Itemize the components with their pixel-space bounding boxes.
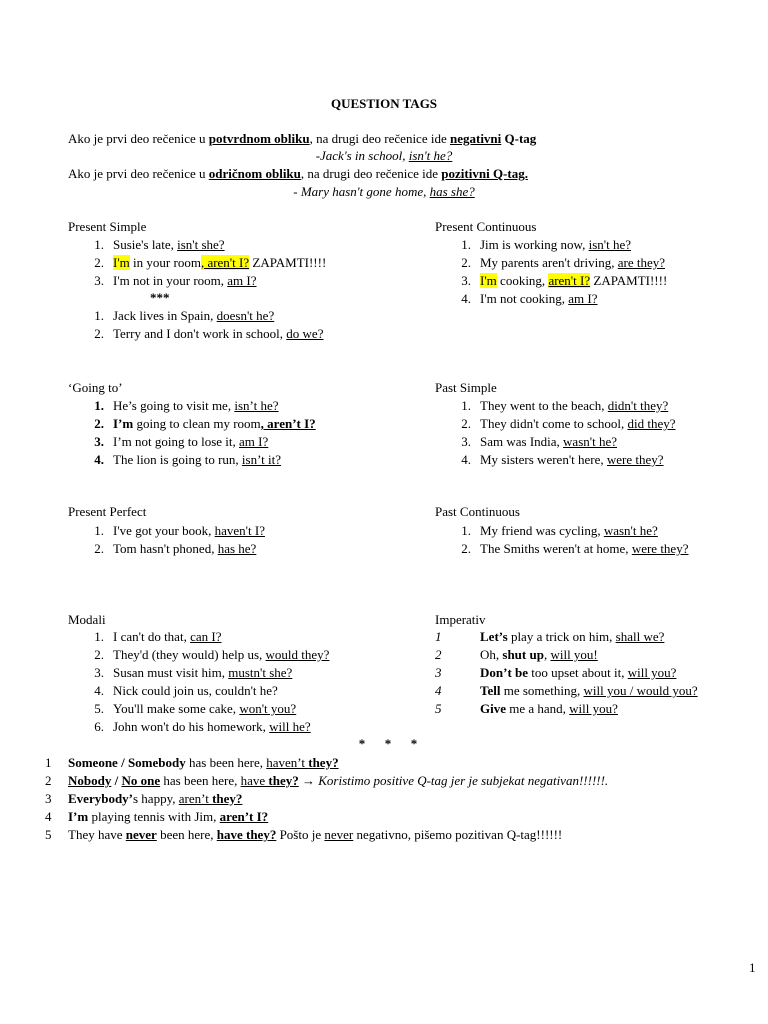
list-item-segment: negativno, pišemo pozitivan Q-tag!!!!!! xyxy=(353,827,563,842)
list-item-segment: cooking, xyxy=(496,273,549,288)
present-continuous-heading: Present Continuous xyxy=(435,219,537,234)
list-item-segment: ZAPAMTI!!!! xyxy=(590,273,668,288)
intro-rule-affirmative xyxy=(68,130,536,147)
list-item xyxy=(68,433,316,451)
list-item-segment: have xyxy=(240,773,269,788)
list-item-number: 1. xyxy=(461,398,471,413)
list-item-segment: ZAPAMTI!!!! xyxy=(249,255,327,270)
list-item xyxy=(68,307,323,325)
list-item-segment: The lion is going to run, xyxy=(113,452,242,467)
text-segment: Ako je prvi deo rečenice u xyxy=(68,131,209,146)
list-item-segment: They went to the beach, xyxy=(480,398,608,413)
text-segment: potvrdnom obliku xyxy=(208,131,310,146)
list-item-number: 4 xyxy=(45,809,52,824)
list-item-number: 4. xyxy=(461,291,471,306)
list-item-segment: You'll make some cake, xyxy=(113,701,240,716)
text-segment: negativni xyxy=(449,131,502,146)
list-item-segment: isn’t he? xyxy=(234,398,279,413)
list-item-segment: My friend was cycling, xyxy=(480,523,604,538)
text-segment: , na drugi deo rečenice ide xyxy=(300,166,442,181)
list-item-number: 4. xyxy=(94,683,104,698)
list-item-segment: did they? xyxy=(627,416,676,431)
list-item-segment: aren’t I? xyxy=(219,809,269,824)
list-item-segment: me something, xyxy=(500,683,584,698)
list-item-number: 1. xyxy=(461,523,471,538)
list-item-segment: going to clean my room xyxy=(133,416,261,431)
list-item xyxy=(68,718,329,736)
list-item-segment: isn’t it? xyxy=(241,452,282,467)
list-item-segment: won't you? xyxy=(239,701,297,716)
text-segment: Ako je prvi deo rečenice u xyxy=(68,166,209,181)
list-item-segment: Someone / Somebody xyxy=(68,755,186,770)
text-segment: has she? xyxy=(429,184,475,199)
list-item-number: 6. xyxy=(94,719,104,734)
imperativ-heading: Imperativ xyxy=(435,612,486,627)
past-continuous-list xyxy=(435,522,688,558)
list-item-segment: am I? xyxy=(568,291,598,306)
list-item-segment: has been here, xyxy=(185,755,267,770)
text-segment: Q-tag xyxy=(501,131,537,146)
list-item-segment: I can't do that, xyxy=(113,629,191,644)
list-item xyxy=(435,415,676,433)
list-item-segment: I'm not cooking, xyxy=(480,291,569,306)
list-item-segment: shall we? xyxy=(615,629,665,644)
list-item-segment: will you / would you? xyxy=(583,683,698,698)
list-item-segment: shut up xyxy=(502,647,544,662)
list-item-number: 3. xyxy=(461,434,471,449)
page-number: 1 xyxy=(749,960,756,975)
list-item-number: 1 xyxy=(45,755,52,770)
list-item-number: 3. xyxy=(94,273,104,288)
list-item-number: 2. xyxy=(461,541,471,556)
list-item-segment: isn't she? xyxy=(177,237,225,252)
list-item-segment: am I? xyxy=(227,273,257,288)
present-continuous-list xyxy=(435,236,667,308)
list-item-number: 1. xyxy=(94,308,104,323)
list-item-segment: has he? xyxy=(217,541,257,556)
list-item-segment: have they? xyxy=(216,827,277,842)
list-item-segment: mustn't she? xyxy=(228,665,293,680)
list-item-number: 5 xyxy=(45,827,52,842)
list-item-segment: play a trick on him, xyxy=(507,629,616,644)
list-item-segment: am I? xyxy=(239,434,269,449)
list-item-segment: No one xyxy=(121,773,161,788)
list-item-segment: aren’t xyxy=(178,791,213,806)
list-item-segment: they? xyxy=(268,773,299,788)
list-item-number: 1. xyxy=(94,398,104,413)
text-segment: , na drugi deo rečenice ide xyxy=(309,131,450,146)
list-item xyxy=(435,522,688,540)
list-item xyxy=(45,826,608,844)
list-item-segment: too upset about it, xyxy=(528,665,628,680)
list-item-number: 3 xyxy=(45,791,52,806)
bottom-examples-list xyxy=(45,754,608,844)
list-item-segment: do we? xyxy=(286,326,324,341)
list-item-segment: been here, xyxy=(156,827,217,842)
list-item xyxy=(435,628,698,646)
text-segment: odričnom obliku xyxy=(208,166,301,181)
list-item-segment: would they? xyxy=(265,647,330,662)
list-item xyxy=(435,451,676,469)
list-item xyxy=(68,236,326,254)
list-item xyxy=(68,628,329,646)
list-item-segment: Tell xyxy=(480,683,501,698)
list-item xyxy=(68,451,316,469)
list-item-segment: Oh, xyxy=(480,647,503,662)
list-item xyxy=(435,540,688,558)
list-item-number: 1. xyxy=(94,523,104,538)
list-item xyxy=(435,272,667,290)
list-item-segment: Jim is working now, xyxy=(480,237,589,252)
list-item-segment: They have xyxy=(68,827,126,842)
list-item-segment: Tom hasn't phoned, xyxy=(113,541,218,556)
present-perfect-list xyxy=(68,522,265,558)
present-simple-heading: Present Simple xyxy=(68,219,147,234)
imperativ-list xyxy=(435,628,698,718)
present-simple-list-2 xyxy=(68,307,323,343)
list-item xyxy=(68,415,316,433)
list-item-segment: will he? xyxy=(269,719,311,734)
list-item xyxy=(435,290,667,308)
list-item-segment: haven't I? xyxy=(214,523,265,538)
list-item-number: 4 xyxy=(435,683,442,698)
list-item-segment: I'm xyxy=(113,255,130,270)
list-item-number: 2 xyxy=(435,647,442,662)
list-item xyxy=(68,272,326,290)
list-item-number: 2. xyxy=(94,416,104,431)
present-perfect-heading: Present Perfect xyxy=(68,504,147,519)
list-item-segment: will you? xyxy=(569,701,618,716)
list-item-segment: I'm xyxy=(480,273,497,288)
list-item-segment: are they? xyxy=(617,255,666,270)
list-item-segment: doesn't he? xyxy=(216,308,275,323)
list-item-segment: Susie's late, xyxy=(113,237,178,252)
list-item xyxy=(45,772,608,790)
list-item xyxy=(435,433,676,451)
list-item-segment: will you! xyxy=(550,647,598,662)
list-item xyxy=(435,646,698,664)
list-item xyxy=(68,254,326,272)
list-item-segment: , xyxy=(543,647,551,662)
list-item-segment: playing tennis with Jim, xyxy=(88,809,220,824)
list-item xyxy=(68,700,329,718)
list-item-segment: Everybody’ xyxy=(68,791,133,806)
list-item-number: 2. xyxy=(94,647,104,662)
list-item-segment: were they? xyxy=(606,452,664,467)
list-item-segment: Pošto je xyxy=(276,827,325,842)
list-item xyxy=(435,397,676,415)
list-item xyxy=(68,646,329,664)
list-item-segment: Terry and I don't work in school, xyxy=(113,326,287,341)
text-segment: pozitivni Q-tag. xyxy=(441,166,528,181)
present-simple-list xyxy=(68,236,326,290)
going-to-list xyxy=(68,397,316,469)
list-item xyxy=(68,397,316,415)
list-item xyxy=(68,540,265,558)
list-item xyxy=(435,700,698,718)
list-item-segment: were they? xyxy=(631,541,689,556)
list-item-segment: He’s going to visit me, xyxy=(113,398,235,413)
list-item xyxy=(68,522,265,540)
list-item-segment: Koristimo positive Q-tag jer je subjekat negativan!!!!!!. xyxy=(318,773,609,788)
list-item-segment: Don’t be xyxy=(480,665,529,680)
list-item-segment: isn't he? xyxy=(588,237,631,252)
list-item-number: 3. xyxy=(461,273,471,288)
list-item-segment: The Smiths weren't at home, xyxy=(480,541,632,556)
list-item-number: 4. xyxy=(94,452,104,467)
past-continuous-heading: Past Continuous xyxy=(435,504,520,519)
list-item-segment: never xyxy=(324,827,354,842)
list-item xyxy=(68,325,323,343)
list-item-segment: never xyxy=(125,827,157,842)
intro-rule-negative xyxy=(68,165,528,182)
list-item-segment: wasn't he? xyxy=(603,523,658,538)
list-item xyxy=(435,682,698,700)
list-item-segment: wasn't he? xyxy=(563,434,618,449)
intro-example-affirmative xyxy=(0,147,768,164)
list-item-segment: John won't do his homework, xyxy=(113,719,270,734)
list-item-segment: aren't I? xyxy=(548,273,591,288)
list-item-number: 2. xyxy=(94,326,104,341)
list-item-segment: Let’s xyxy=(480,629,508,644)
list-item-segment: My parents aren't driving, xyxy=(480,255,618,270)
page-title: QUESTION TAGS xyxy=(330,96,438,111)
list-item-segment: they? xyxy=(308,755,339,770)
list-item-segment: can I? xyxy=(190,629,222,644)
list-item-segment: I'm not in your room, xyxy=(113,273,228,288)
past-simple-list xyxy=(435,397,676,469)
list-item-segment: didn't they? xyxy=(607,398,669,413)
list-item-segment: Nick could join us, couldn't he? xyxy=(113,683,278,698)
list-item xyxy=(435,254,667,272)
list-item-number: 3. xyxy=(94,434,104,449)
list-item-segment: , aren’t I? xyxy=(260,416,316,431)
modali-heading: Modali xyxy=(68,612,106,627)
section-separator: * * * xyxy=(358,736,418,751)
list-item-segment: I’m not going to lose it, xyxy=(113,434,240,449)
list-item xyxy=(45,808,608,826)
going-to-heading: ‘Going to’ xyxy=(68,380,123,395)
list-item-segment: s happy, xyxy=(133,791,179,806)
list-item-segment: me a hand, xyxy=(506,701,570,716)
list-item-number: 2. xyxy=(461,416,471,431)
list-item-number: 3 xyxy=(435,665,442,680)
list-item-segment: Give xyxy=(480,701,506,716)
list-item-segment: in your room xyxy=(129,255,201,270)
list-item-segment: → xyxy=(298,773,319,788)
list-item-segment: / xyxy=(111,773,122,788)
list-item-number: 1. xyxy=(94,629,104,644)
list-item-segment: will you? xyxy=(627,665,677,680)
list-item-number: 5. xyxy=(94,701,104,716)
list-item xyxy=(435,236,667,254)
past-simple-heading: Past Simple xyxy=(435,380,497,395)
text-segment: -Jack's in school, xyxy=(315,148,409,163)
list-item-segment: Susan must visit him, xyxy=(113,665,229,680)
list-item-segment: I’m xyxy=(68,809,89,824)
list-item-number: 2. xyxy=(94,541,104,556)
modali-list xyxy=(68,628,329,736)
list-item-number: 3. xyxy=(94,665,104,680)
list-item-number: 2. xyxy=(94,255,104,270)
list-item-number: 1. xyxy=(461,237,471,252)
list-item-number: 1. xyxy=(94,237,104,252)
list-item xyxy=(45,754,608,772)
list-item-segment: I've got your book, xyxy=(113,523,215,538)
list-item-segment: haven’t xyxy=(266,755,309,770)
list-item-number: 2 xyxy=(45,773,52,788)
text-segment: isn't he? xyxy=(408,148,453,163)
list-item-segment: They didn't come to school, xyxy=(480,416,628,431)
list-item-segment: they? xyxy=(212,791,243,806)
list-item-segment: They'd (they would) help us, xyxy=(113,647,266,662)
list-item xyxy=(68,664,329,682)
list-item-segment: I’m xyxy=(113,416,134,431)
list-item-segment: Sam was India, xyxy=(480,434,564,449)
list-item-number: 2. xyxy=(461,255,471,270)
list-item xyxy=(45,790,608,808)
list-item xyxy=(68,682,329,700)
intro-example-negative xyxy=(0,183,768,200)
list-item-number: 1 xyxy=(435,629,442,644)
list-item xyxy=(435,664,698,682)
list-item-segment: My sisters weren't here, xyxy=(480,452,607,467)
list-item-number: 5 xyxy=(435,701,442,716)
present-simple-stars: *** xyxy=(150,290,170,305)
list-item-segment: Jack lives in Spain, xyxy=(113,308,217,323)
list-item-segment: Nobody xyxy=(68,773,112,788)
list-item-segment: , aren't I? xyxy=(200,255,250,270)
list-item-number: 4. xyxy=(461,452,471,467)
list-item-segment: has been here, xyxy=(160,773,241,788)
text-segment: - Mary hasn't gone home, xyxy=(293,184,430,199)
